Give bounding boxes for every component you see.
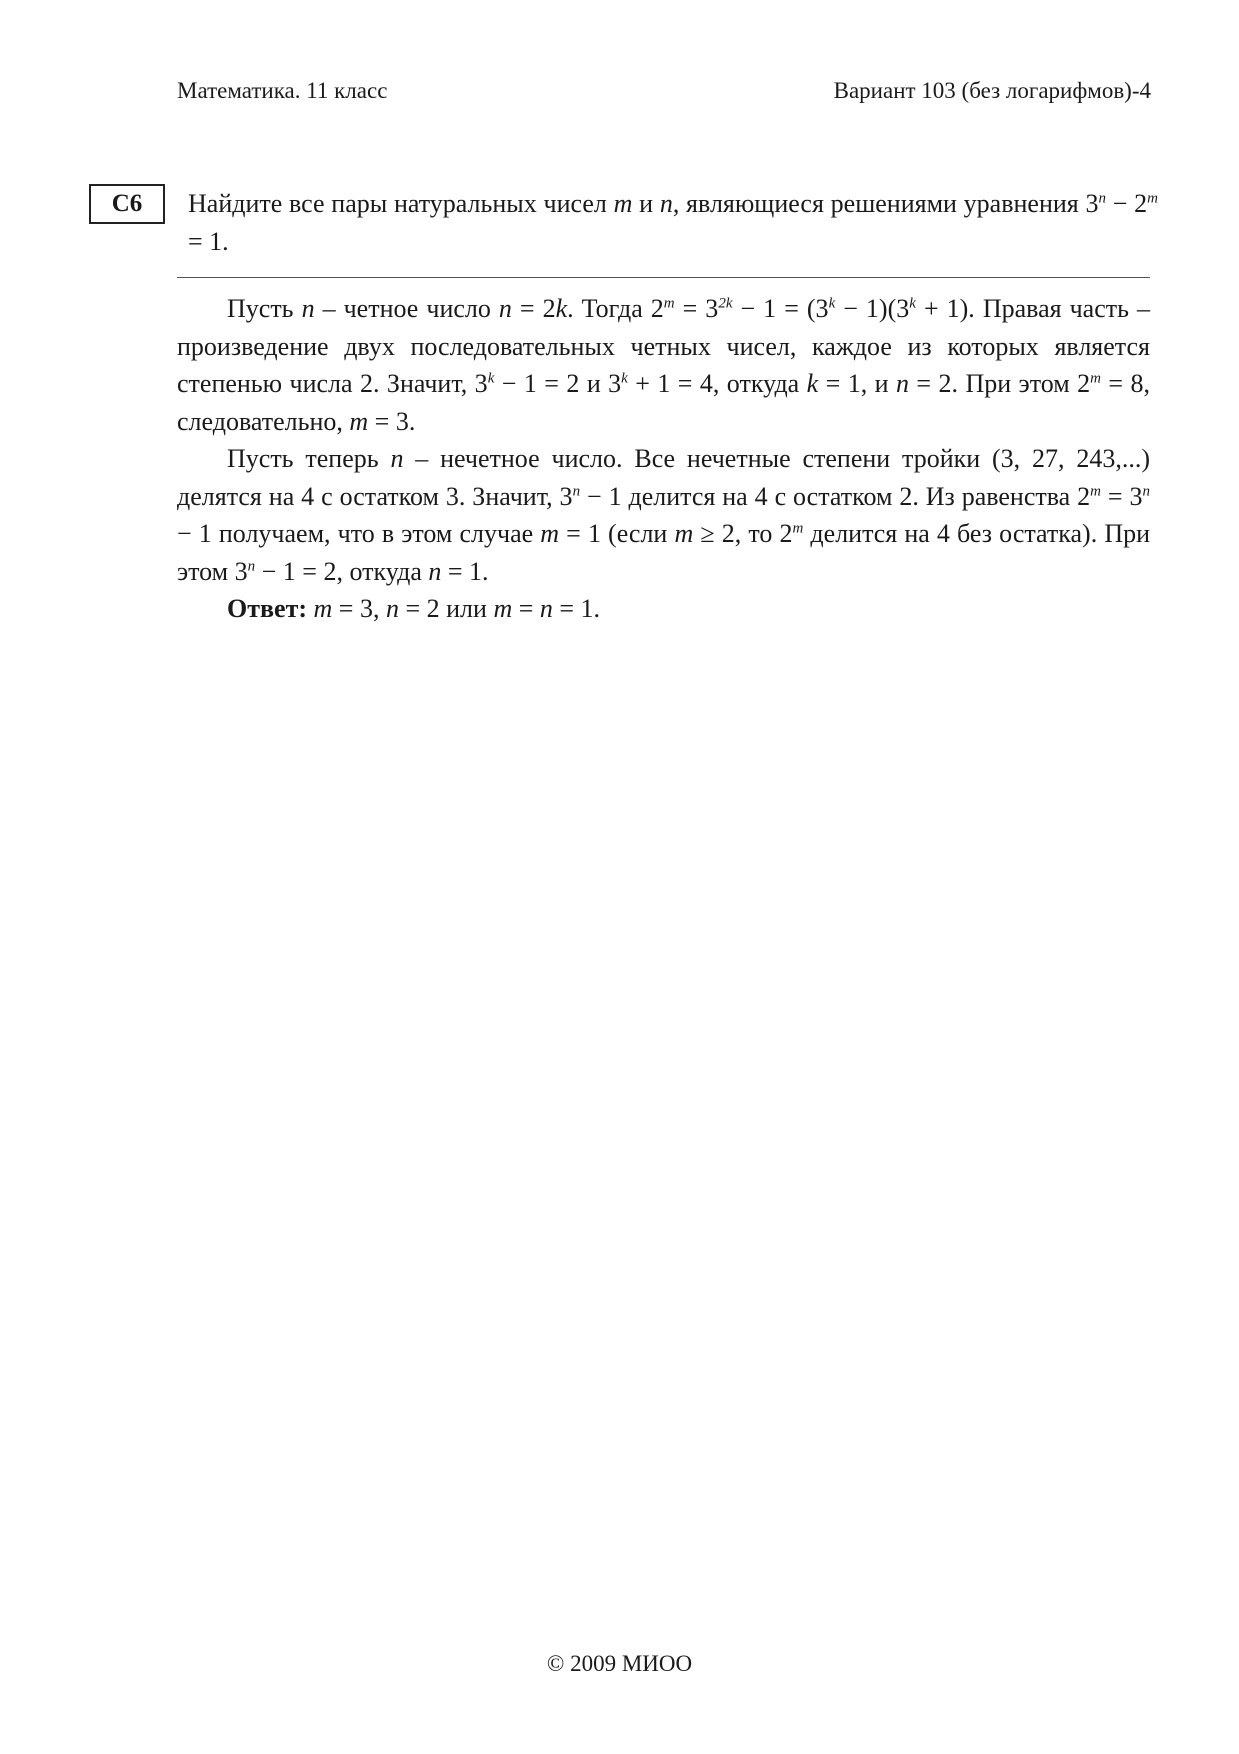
section-divider bbox=[177, 277, 1150, 278]
task-statement: Найдите все пары натуральных чисел m и n, являющиеся решениями уравнения $3^n - 2^m = 1$. bbox=[188, 189, 1159, 256]
solution-paragraph-even: Пусть n – четное число n = 2k. Тогда $2^m = 3^{2k} - 1 = (3^k - 1)(3^k + 1)$. Правая часть – произведение двух последовательных четных чисел, каждое из которых является степенью числа 2. Значит, $3^k - 1 = 2$ и $3^k + 1 = 4$, откуда k = 1, и n = 2. При этом $2^m = 8$, следовательно, m = 3. bbox=[177, 294, 1151, 436]
header-variant: Вариант 103 (без логарифмов)-4 bbox=[833, 78, 1151, 103]
task-number-box: C6 bbox=[89, 184, 165, 224]
header-subject: Математика. 11 класс bbox=[177, 78, 388, 103]
answer-label: Ответ: bbox=[227, 594, 308, 623]
solution-paragraph-odd: Пусть теперь n – нечетное число. Все нечетные степени тройки (3, 27, 243,...) делятся на 4 с остатком 3. Значит, $3^n - 1$ делится на 4 с остатком 2. Из равенства $2^m = 3^n - 1$ получаем, что в этом случае m = 1 (если m ≥ 2, то 2$^m$ делится на 4 без остатка). При этом $3^n - 1 = 2$, откуда n = 1. bbox=[177, 444, 1151, 586]
answer-line: Ответ: m = 3, n = 2 или m = n = 1. bbox=[227, 594, 601, 623]
solution-text bbox=[177, 290, 1150, 628]
footer-copyright: © 2009 МИОО bbox=[546, 1651, 693, 1676]
